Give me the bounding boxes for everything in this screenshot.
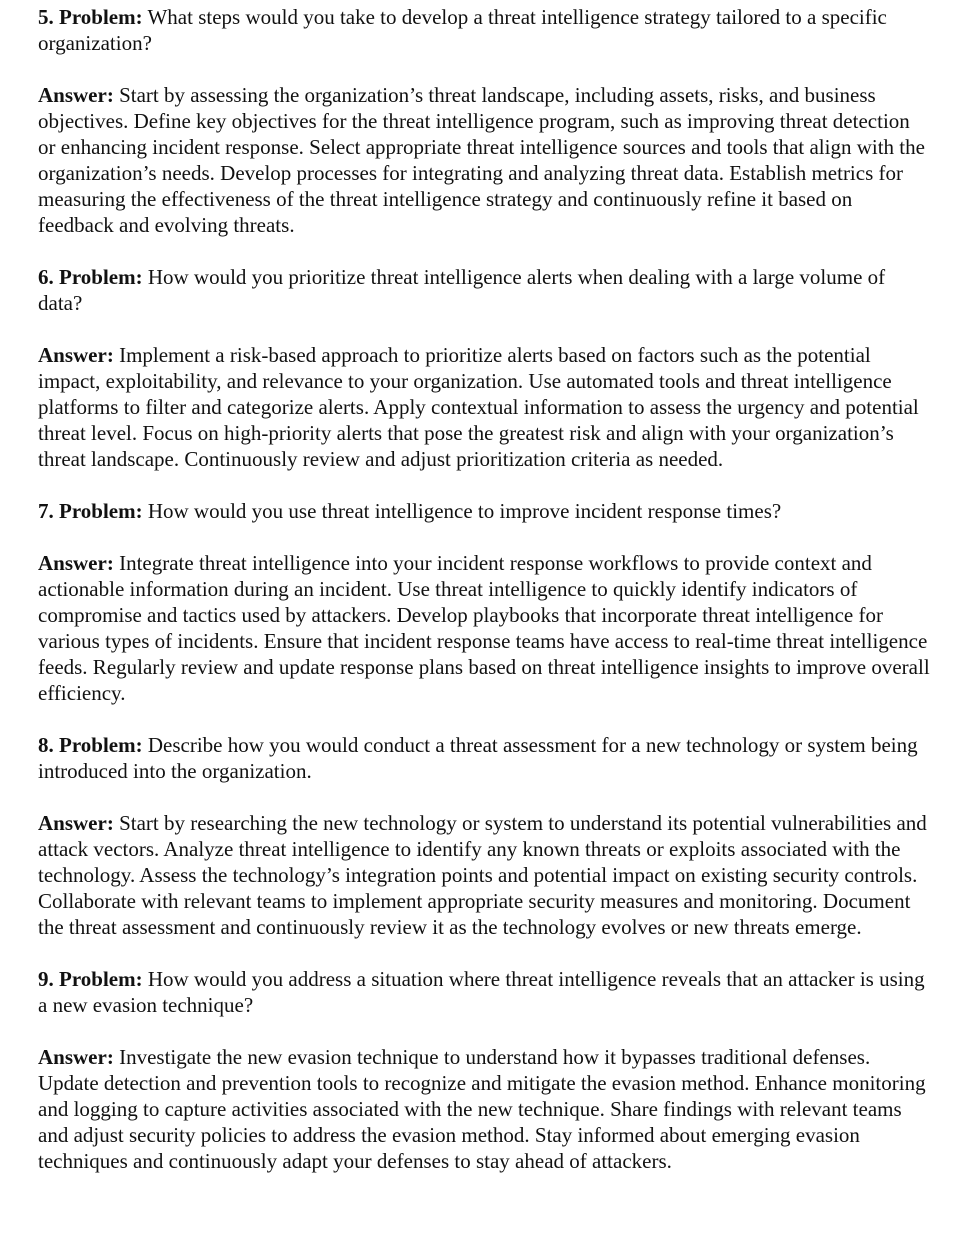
answer-label: Answer: <box>38 811 114 835</box>
problem-6 <box>38 264 932 316</box>
problem-text: How would you prioritize threat intelligence alerts when dealing with a large volume of data? <box>38 265 886 315</box>
problem-9 <box>38 966 932 1018</box>
problem-5 <box>38 4 932 56</box>
answer-text: Start by researching the new technology or system to understand its potential vulnerabilities and attack vectors. Analyze threat intelligence to identify any known threats or exploits associated with the technology. Assess the technology’s integration points and potential impact on existing security controls. Collaborate with relevant teams to implement appropriate security measures and monitoring. Document the threat assessment and continuously review it as the technology evolves or new threats emerge. <box>38 811 927 939</box>
answer-label: Answer: <box>38 343 114 367</box>
answer-text: Investigate the new evasion technique to understand how it bypasses traditional defenses. Update detection and prevention tools to recognize and mitigate the evasion method. Enhance monitoring and logging to capture activities associated with the new technique. Share findings with relevant teams and adjust security policies to address the evasion method. Stay informed about emerging evasion techniques and continuously adapt your defenses to stay ahead of attackers. <box>38 1045 926 1173</box>
problem-text: How would you address a situation where threat intelligence reveals that an attacker is using a new evasion technique? <box>38 967 925 1017</box>
problem-text: Describe how you would conduct a threat assessment for a new technology or system being introduced into the organization. <box>38 733 918 783</box>
problem-label: 8. Problem: <box>38 733 143 757</box>
problem-text: How would you use threat intelligence to improve incident response times? <box>147 499 782 523</box>
problem-label: 9. Problem: <box>38 967 143 991</box>
answer-text: Integrate threat intelligence into your incident response workflows to provide context and actionable information during an incident. Use threat intelligence to quickly identify indicators of compromise and tactics used by attackers. Develop playbooks that incorporate threat intelligence for various types of incidents. Ensure that incident response teams have access to real-time threat intelligence feeds. Regularly review and update response plans based on threat intelligence insights to improve overall efficiency. <box>38 551 930 705</box>
answer-text: Implement a risk-based approach to prioritize alerts based on factors such as the potential impact, exploitability, and relevance to your organization. Use automated tools and threat intelligence platforms to filter and categorize alerts. Apply contextual information to assess the urgency and potential threat level. Focus on high-priority alerts that pose the greatest risk and align with your organization’s threat landscape. Continuously review and adjust prioritization criteria as needed. <box>38 343 919 471</box>
answer-8 <box>38 810 932 940</box>
answer-label: Answer: <box>38 1045 114 1069</box>
problem-label: 5. Problem: <box>38 5 143 29</box>
answer-5 <box>38 82 932 238</box>
answer-6 <box>38 342 932 472</box>
problem-8 <box>38 732 932 784</box>
problem-label: 7. Problem: <box>38 499 143 523</box>
answer-text: Start by assessing the organization’s threat landscape, including assets, risks, and business objectives. Define key objectives for the threat intelligence program, such as improving threat detection or enhancing incident response. Select appropriate threat intelligence sources and tools that align with the organization’s needs. Develop processes for integrating and analyzing threat data. Establish metrics for measuring the effectiveness of the threat intelligence strategy and continuously refine it based on feedback and evolving threats. <box>38 83 925 237</box>
problem-label: 6. Problem: <box>38 265 143 289</box>
problem-text: What steps would you take to develop a threat intelligence strategy tailored to a specific organization? <box>38 5 887 55</box>
answer-label: Answer: <box>38 83 114 107</box>
answer-label: Answer: <box>38 551 114 575</box>
problem-7 <box>38 498 932 524</box>
answer-9 <box>38 1044 932 1174</box>
answer-7 <box>38 550 932 706</box>
